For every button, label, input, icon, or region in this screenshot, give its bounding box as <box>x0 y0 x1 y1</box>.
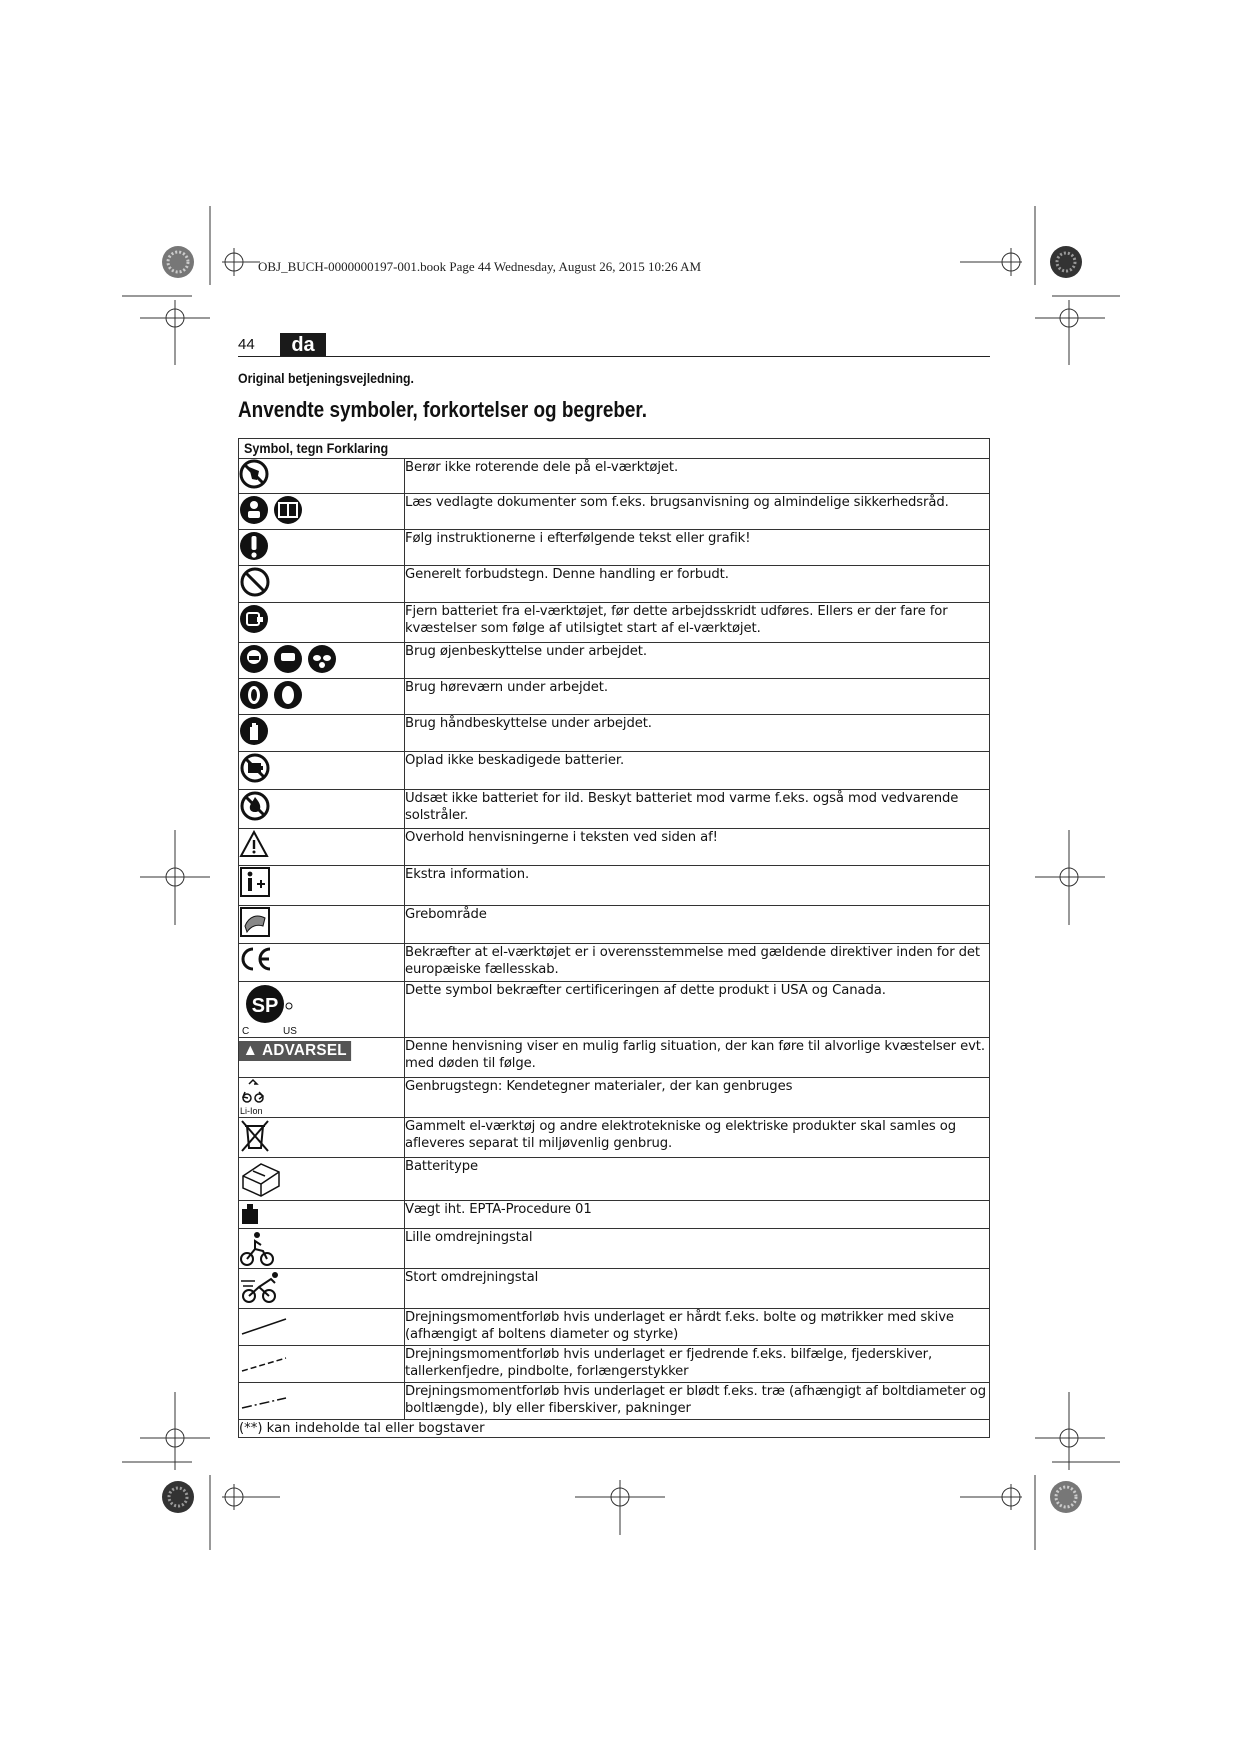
table-row <box>239 603 990 643</box>
document-subtitle: Original betjeningsvejledning. <box>238 370 414 386</box>
csa-mark-icon <box>239 982 303 1036</box>
table-header: Symbol, tegn Forklaring <box>239 439 990 459</box>
row-description: Oplad ikke beskadigede batterier. <box>405 752 990 790</box>
row-description: Ekstra information. <box>405 866 990 906</box>
hand-protection-icon <box>239 715 269 747</box>
row-description: Brug øjenbeskyttelse under arbejdet. <box>405 643 990 679</box>
table-row <box>239 1309 990 1346</box>
info-icon <box>239 866 271 898</box>
row-description: Brug høreværn under arbejdet. <box>405 679 990 715</box>
table-row <box>239 1269 990 1309</box>
table-row <box>239 944 990 982</box>
table-row <box>239 1118 990 1158</box>
row-description: Berør ikke roterende dele på el-værktøjet. <box>405 459 990 494</box>
row-description: Drejningsmomentforløb hvis underlaget er blødt f.eks. træ (afhængigt af boltdiameter og boltlængde), bly eller fiberskiver, pakninger <box>405 1383 990 1420</box>
advarsel-badge: ▲ ADVARSEL <box>239 1041 351 1061</box>
csa-us-label: US <box>283 1026 297 1036</box>
row-description: Brug håndbeskyttelse under arbejdet. <box>405 715 990 752</box>
ear-protection-icon <box>239 679 303 711</box>
table-row <box>239 459 990 494</box>
table-row <box>239 982 990 1038</box>
table-row <box>239 1383 990 1420</box>
row-description: Stort omdrejningstal <box>405 1269 990 1309</box>
page-number: 44 <box>238 336 255 353</box>
no-charge-damaged-battery-icon <box>239 752 271 784</box>
row-description: Læs vedlagte dokumenter som f.eks. brugsanvisning og almindelige sikkerhedsråd. <box>405 494 990 530</box>
table-row <box>239 1229 990 1269</box>
row-description: Bekræfter at el-værktøjet er i overensstemmelse med gældende direktiver inden for det europæiske fællesskab. <box>405 944 990 982</box>
no-touch-rotating-icon <box>239 459 269 489</box>
read-manual-icon <box>239 494 305 526</box>
section-title: Anvendte symboler, forkortelser og begreber. <box>238 397 648 422</box>
row-description: Gammelt el-værktøj og andre elektrotekniske og elektriske produkter skal samles og afleveres separat til miljøvenlig genbrug. <box>405 1118 990 1158</box>
table-row <box>239 752 990 790</box>
row-description: Overhold henvisningerne i teksten ved siden af! <box>405 829 990 866</box>
table-row <box>239 715 990 752</box>
table-footnote: (**) kan indeholde tal eller bogstaver <box>239 1420 990 1438</box>
remove-battery-icon <box>239 603 269 635</box>
table-row <box>239 1346 990 1383</box>
row-description: Grebområde <box>405 906 990 944</box>
table-row <box>239 1078 990 1118</box>
weight-icon <box>239 1201 261 1225</box>
row-description: Dette symbol bekræfter certificeringen af dette produkt i USA og Canada. <box>405 982 990 1038</box>
row-description: Lille omdrejningstal <box>405 1229 990 1269</box>
table-footnote-row <box>239 1420 990 1438</box>
table-row <box>239 566 990 603</box>
row-description: Vægt iht. EPTA-Procedure 01 <box>405 1201 990 1229</box>
svg-text:SP: SP <box>251 995 279 1017</box>
table-row <box>239 679 990 715</box>
table-row <box>239 494 990 530</box>
weee-bin-icon <box>239 1118 271 1154</box>
table-row <box>239 866 990 906</box>
language-badge: da <box>280 333 326 357</box>
symbols-table <box>238 438 990 1438</box>
recycle-label: Li-Ion <box>240 1106 263 1116</box>
battery-pack-icon <box>239 1158 283 1200</box>
high-speed-icon <box>239 1269 283 1305</box>
table-row <box>239 790 990 829</box>
recycle-liion-icon <box>239 1078 275 1116</box>
row-description: Følg instruktionerne i efterfølgende tekst eller grafik! <box>405 530 990 566</box>
torque-hard-icon <box>239 1309 289 1339</box>
table-row <box>239 1201 990 1229</box>
table-row <box>239 530 990 566</box>
low-speed-icon <box>239 1229 275 1267</box>
table-row <box>239 906 990 944</box>
print-header: OBJ_BUCH-0000000197-001.book Page 44 Wednesday, August 26, 2015 10:26 AM <box>258 259 702 274</box>
advarsel-label: ADVARSEL <box>262 1042 347 1059</box>
row-description: Drejningsmomentforløb hvis underlaget er fjedrende f.eks. bilfælge, fjederskiver, tallerkenfjedre, pindbolte, forlængerstykker <box>405 1346 990 1383</box>
exclamation-icon <box>239 530 269 562</box>
csa-c-label: C <box>242 1026 250 1036</box>
table-row <box>239 1158 990 1201</box>
row-description: Udsæt ikke batteriet for ild. Beskyt batteriet mod varme f.eks. også mod vedvarende solstråler. <box>405 790 990 829</box>
row-description: Batteritype <box>405 1158 990 1201</box>
table-row <box>239 643 990 679</box>
table-row <box>239 829 990 866</box>
row-description: Generelt forbudstegn. Denne handling er forbudt. <box>405 566 990 603</box>
row-description: Genbrugstegn: Kendetegner materialer, der kan genbruges <box>405 1078 990 1118</box>
header-rule <box>238 356 990 357</box>
torque-spring-icon <box>239 1346 289 1376</box>
no-fire-battery-icon <box>239 790 271 822</box>
row-description: Denne henvisning viser en mulig farlig situation, der kan føre til alvorlige kvæstelser evt. med døden til følge. <box>405 1038 990 1078</box>
table-row <box>239 1038 990 1078</box>
row-description: Fjern batteriet fra el-værktøjet, før dette arbejdsskridt udføres. Ellers er der fare for kvæstelser som følge af utilsigtet start af el-værktøjet. <box>405 603 990 643</box>
eye-protection-icon <box>239 643 337 675</box>
prohibition-icon <box>239 566 271 598</box>
ce-mark-icon <box>239 944 273 974</box>
torque-soft-icon <box>239 1383 289 1413</box>
warning-triangle-icon <box>239 829 269 859</box>
row-description: Drejningsmomentforløb hvis underlaget er hårdt f.eks. bolte og møtrikker med skive (afhængigt af boltens diameter og styrke) <box>405 1309 990 1346</box>
grip-area-icon <box>239 906 271 938</box>
table-header-row <box>239 439 990 459</box>
